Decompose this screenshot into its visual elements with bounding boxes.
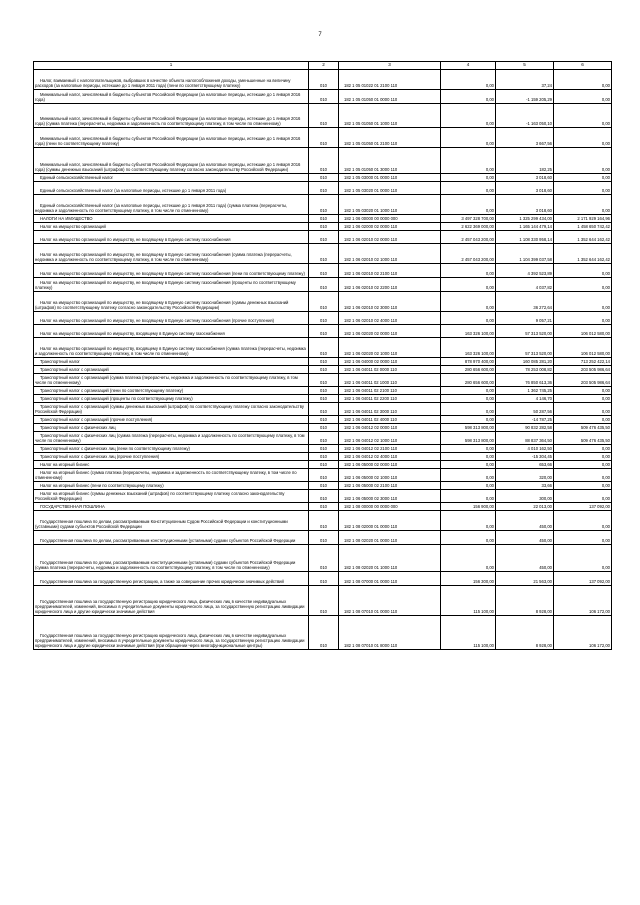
table-row (34, 453, 612, 461)
row-line-code-cell: 010 (309, 531, 339, 545)
row-approved-amount-cell: 280 656 600,00 (441, 374, 496, 387)
row-unexecuted-amount-cell: 0,00 (554, 490, 612, 503)
row-approved-amount-cell: 0,00 (441, 511, 496, 531)
row-approved-amount-cell: 0,00 (441, 195, 496, 215)
row-unexecuted-amount-cell: 1 352 644 162,42 (554, 244, 612, 264)
row-line-code-cell: 010 (309, 616, 339, 650)
row-line-code-cell: 010 (309, 490, 339, 503)
column-header: 6 (554, 62, 612, 70)
row-name-cell: Транспортный налог с организаций (проценты по соответствующему платежу) (34, 395, 309, 403)
table-row (34, 231, 612, 244)
row-executed-amount-cell: 450,00 (496, 511, 554, 531)
row-unexecuted-amount-cell: 106 172,00 (554, 616, 612, 650)
row-budget-code-cell: 182 1 06 04011 02 1000 110 (339, 374, 441, 387)
row-executed-amount-cell: 9 057,21 (496, 312, 554, 325)
row-approved-amount-cell: 156 900,00 (441, 503, 496, 511)
row-executed-amount-cell: 3 018,60 (496, 195, 554, 215)
row-name-cell: Минимальный налог, зачисляемый в бюджеты субъектов Российской Федерации (за налоговые периоды, истекшие до 1 января 2016 года) (суммы денежных взысканий (штрафов) по соответствующему платежу согласно законодательству Российской Федерации) (34, 148, 309, 174)
table-row (34, 278, 612, 292)
row-approved-amount-cell: 163 326 100,00 (441, 338, 496, 358)
row-approved-amount-cell: 0,00 (441, 292, 496, 312)
row-unexecuted-amount-cell: 2 171 929 164,96 (554, 215, 612, 223)
row-unexecuted-amount-cell: 0,00 (554, 461, 612, 469)
table-row (34, 490, 612, 503)
row-approved-amount-cell: 0,00 (441, 148, 496, 174)
row-executed-amount-cell: 76 850 613,36 (496, 374, 554, 387)
table-row (34, 482, 612, 490)
row-unexecuted-amount-cell: 0,00 (554, 445, 612, 453)
table-row (34, 387, 612, 395)
row-unexecuted-amount-cell: 0,00 (554, 403, 612, 416)
table-row (34, 432, 612, 445)
row-line-code-cell: 010 (309, 90, 339, 104)
row-approved-amount-cell: 0,00 (441, 490, 496, 503)
row-executed-amount-cell: -14 787,25 (496, 416, 554, 424)
row-line-code-cell: 010 (309, 104, 339, 128)
row-name-cell: Налог на игорный бизнес (суммы денежных взысканий (штрафов) по соответствующему платежу согласно законодательству Российской Федерации) (34, 490, 309, 503)
table-row (34, 395, 612, 403)
row-budget-code-cell: 182 1 06 05000 02 2100 110 (339, 482, 441, 490)
row-executed-amount-cell: 57 313 520,00 (496, 325, 554, 338)
row-name-cell: Налог на имущество организаций (34, 223, 309, 231)
row-name-cell: ГОСУДАРСТВЕННАЯ ПОШЛИНА (34, 503, 309, 511)
row-unexecuted-amount-cell: 509 476 435,50 (554, 432, 612, 445)
table-row (34, 312, 612, 325)
row-executed-amount-cell: 1 108 330 958,14 (496, 231, 554, 244)
table-row (34, 424, 612, 432)
row-line-code-cell: 010 (309, 292, 339, 312)
row-line-code-cell: 010 (309, 231, 339, 244)
table-row (34, 264, 612, 278)
row-name-cell: Транспортный налог с организаций (прочие поступления) (34, 416, 309, 424)
row-executed-amount-cell: 1 362 745,25 (496, 387, 554, 395)
column-number-header-row (34, 62, 612, 70)
row-executed-amount-cell: 37,24 (496, 70, 554, 90)
table-row (34, 174, 612, 182)
row-unexecuted-amount-cell: 0,00 (554, 90, 612, 104)
table-row (34, 182, 612, 195)
row-budget-code-cell: 182 1 06 00000 00 0000 000 (339, 215, 441, 223)
budget-execution-table (33, 61, 612, 650)
row-unexecuted-amount-cell: 0,00 (554, 182, 612, 195)
row-name-cell: Налог на имущество организаций по имуществу, входящему в Единую систему газоснабжения (сумма платежа (перерасчеты, недоимка и задолженность по соответствующему платежу, в том числе по отмененному) (34, 338, 309, 358)
row-budget-code-cell: 182 1 08 00000 00 0000 000 (339, 503, 441, 511)
row-name-cell: Государственная пошлина за государственную регистрацию, а также за совершение прочих юридически значимых действий (34, 572, 309, 586)
row-unexecuted-amount-cell: 0,00 (554, 174, 612, 182)
row-budget-code-cell: 182 1 05 01050 01 3000 110 (339, 148, 441, 174)
row-approved-amount-cell: 115 100,00 (441, 586, 496, 616)
row-name-cell: Государственная пошлина по делам, рассматриваемым Конституционным Судом Российской Федерации и конституционными (уставными) судами субъектов Российской Федерации (34, 511, 309, 531)
table-row (34, 531, 612, 545)
row-line-code-cell: 010 (309, 395, 339, 403)
row-unexecuted-amount-cell: 106 012 580,00 (554, 325, 612, 338)
row-line-code-cell: 010 (309, 511, 339, 531)
row-line-code-cell: 010 (309, 338, 339, 358)
table-row (34, 292, 612, 312)
row-budget-code-cell: 182 1 06 04011 02 4000 110 (339, 416, 441, 424)
row-budget-code-cell: 182 1 06 04011 02 2100 110 (339, 387, 441, 395)
row-name-cell: Налог на имущество организаций по имуществу, не входящему в Единую систему газоснабжения (суммы денежных взысканий (штрафов) по соответствующему платежу согласно законодательству Российской Федерации) (34, 292, 309, 312)
row-executed-amount-cell: 50 287,56 (496, 403, 554, 416)
row-approved-amount-cell: 0,00 (441, 312, 496, 325)
row-line-code-cell: 010 (309, 453, 339, 461)
row-budget-code-cell: 182 1 05 03020 01 1000 110 (339, 195, 441, 215)
row-executed-amount-cell: 320,00 (496, 469, 554, 482)
row-budget-code-cell: 182 1 06 04012 02 2100 110 (339, 445, 441, 453)
row-budget-code-cell: 182 1 06 04012 02 1000 110 (339, 432, 441, 445)
column-header: 3 (339, 62, 441, 70)
row-approved-amount-cell: 280 656 600,00 (441, 366, 496, 374)
row-unexecuted-amount-cell: 0,00 (554, 148, 612, 174)
column-header: 5 (496, 62, 554, 70)
row-unexecuted-amount-cell: 0,00 (554, 453, 612, 461)
row-line-code-cell: 010 (309, 215, 339, 223)
row-name-cell: Налог на имущество организаций по имуществу, не входящему в Единую систему газоснабжения (прочие поступления) (34, 312, 309, 325)
row-line-code-cell: 010 (309, 195, 339, 215)
row-name-cell: Государственная пошлина по делам, рассматриваемым конституционными (уставными) судами субъектов Российской Федерации (сумма платежа (перерасчеты, недоимка и задолженность по соответствующему платежу, в том числе по отмененному) (34, 545, 309, 572)
row-approved-amount-cell: 2 457 043 200,00 (441, 231, 496, 244)
row-executed-amount-cell: 88 837 364,50 (496, 432, 554, 445)
row-executed-amount-cell: 21 563,00 (496, 572, 554, 586)
row-budget-code-cell: 182 1 05 01050 01 2100 110 (339, 128, 441, 148)
row-line-code-cell: 010 (309, 70, 339, 90)
row-line-code-cell: 010 (309, 366, 339, 374)
row-unexecuted-amount-cell: 106 172,00 (554, 586, 612, 616)
row-unexecuted-amount-cell: 0,00 (554, 264, 612, 278)
row-budget-code-cell: 182 1 08 02020 01 1000 110 (339, 545, 441, 572)
row-line-code-cell: 010 (309, 461, 339, 469)
row-line-code-cell: 010 (309, 503, 339, 511)
row-line-code-cell: 010 (309, 374, 339, 387)
row-name-cell: Налог на имущество организаций по имуществу, входящему в Единую систему газоснабжения (34, 325, 309, 338)
row-budget-code-cell: 182 1 06 02010 02 2200 110 (339, 278, 441, 292)
row-budget-code-cell: 182 1 06 05000 02 3000 110 (339, 490, 441, 503)
table-row (34, 223, 612, 231)
table-row (34, 104, 612, 128)
column-header: 2 (309, 62, 339, 70)
row-name-cell: Единый сельскохозяйственный налог (34, 174, 309, 182)
row-approved-amount-cell: 0,00 (441, 403, 496, 416)
row-executed-amount-cell: 3 018,60 (496, 174, 554, 182)
row-budget-code-cell: 182 1 05 03020 01 0000 110 (339, 182, 441, 195)
row-name-cell: Транспортный налог с организаций (34, 366, 309, 374)
row-executed-amount-cell: 4 010 162,50 (496, 445, 554, 453)
row-budget-code-cell: 182 1 06 05000 02 0000 110 (339, 461, 441, 469)
row-budget-code-cell: 182 1 05 01022 01 2100 110 (339, 70, 441, 90)
row-approved-amount-cell: 0,00 (441, 445, 496, 453)
row-executed-amount-cell: 653,66 (496, 461, 554, 469)
row-name-cell: Транспортный налог с организаций (сумма платежа (перерасчеты, недоимка и задолженность по соответствующему платежу, в том числе по отмененному) (34, 374, 309, 387)
row-approved-amount-cell: 0,00 (441, 416, 496, 424)
row-executed-amount-cell: 4 146,70 (496, 395, 554, 403)
row-executed-amount-cell: 3 018,60 (496, 182, 554, 195)
column-header: 4 (441, 62, 496, 70)
row-line-code-cell: 010 (309, 586, 339, 616)
row-executed-amount-cell: 8 928,00 (496, 586, 554, 616)
row-budget-code-cell: 182 1 06 02020 02 0000 110 (339, 325, 441, 338)
table-row (34, 70, 612, 90)
row-budget-code-cell: 182 1 06 02010 02 3000 110 (339, 292, 441, 312)
column-header: 1 (34, 62, 309, 70)
row-executed-amount-cell: 450,00 (496, 545, 554, 572)
row-approved-amount-cell: 0,00 (441, 461, 496, 469)
row-line-code-cell: 010 (309, 416, 339, 424)
row-unexecuted-amount-cell: 137 092,00 (554, 503, 612, 511)
table-row (34, 461, 612, 469)
row-budget-code-cell: 182 1 06 02020 02 1000 110 (339, 338, 441, 358)
row-line-code-cell: 010 (309, 403, 339, 416)
row-unexecuted-amount-cell: 0,00 (554, 104, 612, 128)
row-line-code-cell: 010 (309, 358, 339, 366)
row-name-cell: Государственная пошлина за государственную регистрацию юридического лица, физических лиц в качестве индивидуальных предпринимателей, изменений, вносимых в учредительные документы юридического лица, за государственную регистрацию ликвидации юридического лица и другие юридически значимые действия (34, 586, 309, 616)
table-row (34, 545, 612, 572)
row-name-cell: Налог на игорный бизнес (34, 461, 309, 469)
row-executed-amount-cell: 3 667,56 (496, 128, 554, 148)
row-name-cell: Налог на имущество организаций по имуществу, не входящему в Единую систему газоснабжения (34, 231, 309, 244)
row-approved-amount-cell: 0,00 (441, 395, 496, 403)
table-row (34, 366, 612, 374)
row-name-cell: Транспортный налог с физических лиц (прочие поступления) (34, 453, 309, 461)
row-name-cell: Государственная пошлина за государственную регистрацию юридического лица, физических лиц в качестве индивидуальных предпринимателей, изменений, вносимых в учредительные документы юридического лица, за государственную регистрацию ликвидации юридического лица и другие юридически значимые действия (при обращении через многофункциональные центры) (34, 616, 309, 650)
row-approved-amount-cell: 598 313 800,00 (441, 424, 496, 432)
row-line-code-cell: 010 (309, 174, 339, 182)
row-line-code-cell: 010 (309, 128, 339, 148)
row-executed-amount-cell: 36 272,64 (496, 292, 554, 312)
row-unexecuted-amount-cell: 203 505 986,64 (554, 374, 612, 387)
row-unexecuted-amount-cell: 0,00 (554, 278, 612, 292)
row-line-code-cell: 010 (309, 545, 339, 572)
table-row (34, 244, 612, 264)
row-approved-amount-cell: 0,00 (441, 545, 496, 572)
table-row (34, 469, 612, 482)
row-name-cell: Налог на имущество организаций по имуществу, не входящему в Единую систему газоснабжения (пени по соответствующему платежу) (34, 264, 309, 278)
row-budget-code-cell: 182 1 05 01050 01 0000 110 (339, 90, 441, 104)
table-row (34, 616, 612, 650)
row-executed-amount-cell: -15 304,45 (496, 453, 554, 461)
row-executed-amount-cell: 4 037,82 (496, 278, 554, 292)
table-row (34, 511, 612, 531)
row-name-cell: Налог на игорный бизнес (сумма платежа (перерасчеты, недоимка и задолженность по соответствующему платежу, в том числе по отмененному) (34, 469, 309, 482)
row-unexecuted-amount-cell: 1 352 644 162,42 (554, 231, 612, 244)
row-name-cell: Транспортный налог с физических лиц (пени по соответствующему платежу) (34, 445, 309, 453)
row-name-cell: Транспортный налог с организаций (пени по соответствующему платежу) (34, 387, 309, 395)
row-name-cell: Транспортный налог с физических лиц (34, 424, 309, 432)
row-name-cell: Налог на игорный бизнес (пени по соответствующему платежу) (34, 482, 309, 490)
table-row (34, 374, 612, 387)
row-unexecuted-amount-cell: 203 505 986,64 (554, 366, 612, 374)
row-executed-amount-cell: -1 163 050,10 (496, 104, 554, 128)
row-budget-code-cell: 182 1 08 07000 01 0000 110 (339, 572, 441, 586)
table-row (34, 416, 612, 424)
row-line-code-cell: 010 (309, 387, 339, 395)
row-approved-amount-cell: 3 497 328 700,00 (441, 215, 496, 223)
table-row (34, 148, 612, 174)
row-approved-amount-cell: 2 457 043 200,00 (441, 244, 496, 264)
row-line-code-cell: 010 (309, 325, 339, 338)
row-approved-amount-cell: 598 313 800,00 (441, 432, 496, 445)
row-line-code-cell: 010 (309, 148, 339, 174)
row-budget-code-cell: 182 1 06 04011 02 0000 110 (339, 366, 441, 374)
table-row (34, 215, 612, 223)
row-approved-amount-cell: 156 300,00 (441, 572, 496, 586)
row-approved-amount-cell: 0,00 (441, 278, 496, 292)
table-row (34, 128, 612, 148)
row-line-code-cell: 010 (309, 469, 339, 482)
row-name-cell: Транспортный налог с физических лиц (сумма платежа (перерасчеты, недоимка и задолженность по соответствующему платежу, в том числе по отмененному) (34, 432, 309, 445)
row-executed-amount-cell: 22 013,00 (496, 503, 554, 511)
row-line-code-cell: 010 (309, 312, 339, 325)
row-unexecuted-amount-cell: 0,00 (554, 511, 612, 531)
row-line-code-cell: 010 (309, 244, 339, 264)
row-name-cell: Транспортный налог (34, 358, 309, 366)
row-unexecuted-amount-cell: 0,00 (554, 545, 612, 572)
row-budget-code-cell: 182 1 05 03000 01 0000 110 (339, 174, 441, 182)
row-approved-amount-cell: 0,00 (441, 453, 496, 461)
row-approved-amount-cell: 0,00 (441, 469, 496, 482)
row-name-cell: Налог, взимаемый с налогоплательщиков, выбравших в качестве объекта налогообложения доходы, уменьшенные на величину расходов (за налоговые периоды, истекшие до 1 января 2011 года) (пени по соответствующему платежу) (34, 70, 309, 90)
row-line-code-cell: 010 (309, 223, 339, 231)
row-approved-amount-cell: 0,00 (441, 128, 496, 148)
table-row (34, 325, 612, 338)
row-executed-amount-cell: 8 928,00 (496, 616, 554, 650)
row-executed-amount-cell: 78 253 008,82 (496, 366, 554, 374)
row-unexecuted-amount-cell: 0,00 (554, 195, 612, 215)
row-line-code-cell: 010 (309, 424, 339, 432)
row-name-cell: Транспортный налог с организаций (суммы денежных взысканий (штрафов) по соответствующему платежу согласно законодательству Российской Федерации) (34, 403, 309, 416)
row-budget-code-cell: 182 1 08 02020 01 0000 110 (339, 531, 441, 545)
row-unexecuted-amount-cell: 0,00 (554, 469, 612, 482)
row-budget-code-cell: 182 1 06 02000 02 0000 110 (339, 223, 441, 231)
table-row (34, 445, 612, 453)
row-name-cell: Единый сельскохозяйственный налог (за налоговые периоды, истекшие до 1 января 2011 года) (34, 182, 309, 195)
row-approved-amount-cell: 0,00 (441, 387, 496, 395)
row-budget-code-cell: 182 1 08 02000 01 0000 110 (339, 511, 441, 531)
row-line-code-cell: 010 (309, 264, 339, 278)
row-budget-code-cell: 182 1 05 01050 01 1000 110 (339, 104, 441, 128)
row-executed-amount-cell: 182,25 (496, 148, 554, 174)
row-executed-amount-cell: 160 085 281,20 (496, 358, 554, 366)
row-name-cell: Налог на имущество организаций по имуществу, не входящему в Единую систему газоснабжения (проценты по соответствующему платежу) (34, 278, 309, 292)
table-row (34, 586, 612, 616)
row-approved-amount-cell: 2 622 369 000,00 (441, 223, 496, 231)
row-unexecuted-amount-cell: 0,00 (554, 531, 612, 545)
row-budget-code-cell: 182 1 08 07010 01 8000 110 (339, 616, 441, 650)
row-budget-code-cell: 182 1 06 02010 02 2100 110 (339, 264, 441, 278)
row-executed-amount-cell: 1 165 144 479,14 (496, 223, 554, 231)
row-approved-amount-cell: 0,00 (441, 174, 496, 182)
table-row (34, 358, 612, 366)
row-executed-amount-cell: 1 104 399 037,58 (496, 244, 554, 264)
row-line-code-cell: 010 (309, 432, 339, 445)
row-budget-code-cell: 182 1 06 02010 02 1000 110 (339, 244, 441, 264)
row-unexecuted-amount-cell: 1 458 650 742,42 (554, 223, 612, 231)
row-approved-amount-cell: 0,00 (441, 182, 496, 195)
row-unexecuted-amount-cell: 0,00 (554, 482, 612, 490)
row-executed-amount-cell: 90 832 282,58 (496, 424, 554, 432)
row-unexecuted-amount-cell: 713 252 422,14 (554, 358, 612, 366)
row-unexecuted-amount-cell: 137 092,00 (554, 572, 612, 586)
row-approved-amount-cell: 0,00 (441, 482, 496, 490)
row-unexecuted-amount-cell: 0,00 (554, 416, 612, 424)
row-name-cell: Единый сельскохозяйственный налог (за налоговые периоды, истекшие до 1 января 2011 года) (сумма платежа (перерасчеты, недоимка и задолженность по соответствующему платежу, в том числе по отмененному) (34, 195, 309, 215)
row-budget-code-cell: 182 1 06 04011 02 3000 110 (339, 403, 441, 416)
row-budget-code-cell: 182 1 08 07010 01 0000 110 (339, 586, 441, 616)
row-name-cell: Налог на имущество организаций по имуществу, не входящему в Единую систему газоснабжения (сумма платежа (перерасчеты, недоимка и задолженность по соответствующему платежу, в том числе по отмененному) (34, 244, 309, 264)
table-row (34, 503, 612, 511)
row-executed-amount-cell: 1 325 299 434,00 (496, 215, 554, 223)
table-row (34, 403, 612, 416)
row-line-code-cell: 010 (309, 182, 339, 195)
row-approved-amount-cell: 115 100,00 (441, 616, 496, 650)
row-name-cell: Государственная пошлина по делам, рассматриваемым конституционными (уставными) судами субъектов Российской Федерации (34, 531, 309, 545)
row-approved-amount-cell: 163 326 100,00 (441, 325, 496, 338)
row-unexecuted-amount-cell: 0,00 (554, 292, 612, 312)
row-approved-amount-cell: 878 970 400,00 (441, 358, 496, 366)
row-unexecuted-amount-cell: 509 476 435,50 (554, 424, 612, 432)
page-number: 7 (318, 32, 322, 38)
row-name-cell: Минимальный налог, зачисляемый в бюджеты субъектов Российской Федерации (за налоговые периоды, истекшие до 1 января 2016 года) (сумма платежа (перерасчеты, недоимка и задолженность по соответствующему платежу, в том числе по отмененному) (34, 104, 309, 128)
row-unexecuted-amount-cell: 0,00 (554, 70, 612, 90)
row-unexecuted-amount-cell: 0,00 (554, 387, 612, 395)
row-budget-code-cell: 182 1 06 04012 02 4000 110 (339, 453, 441, 461)
row-budget-code-cell: 182 1 06 02010 02 0000 110 (339, 231, 441, 244)
row-executed-amount-cell: -1 159 205,29 (496, 90, 554, 104)
table-row (34, 90, 612, 104)
row-name-cell: НАЛОГИ НА ИМУЩЕСТВО (34, 215, 309, 223)
row-name-cell: Минимальный налог, зачисляемый в бюджеты субъектов Российской Федерации (за налоговые периоды, истекшие до 1 января 2016 года) (34, 90, 309, 104)
row-approved-amount-cell: 0,00 (441, 264, 496, 278)
row-budget-code-cell: 182 1 06 04012 02 0000 110 (339, 424, 441, 432)
row-unexecuted-amount-cell: 0,00 (554, 128, 612, 148)
row-line-code-cell: 010 (309, 482, 339, 490)
row-name-cell: Минимальный налог, зачисляемый в бюджеты субъектов Российской Федерации (за налоговые периоды, истекшие до 1 января 2016 года) (пени по соответствующему платежу) (34, 128, 309, 148)
row-executed-amount-cell: 450,00 (496, 531, 554, 545)
row-line-code-cell: 010 (309, 278, 339, 292)
table-row (34, 195, 612, 215)
row-unexecuted-amount-cell: 0,00 (554, 312, 612, 325)
row-approved-amount-cell: 0,00 (441, 104, 496, 128)
row-budget-code-cell: 182 1 06 02010 02 4000 110 (339, 312, 441, 325)
row-approved-amount-cell: 0,00 (441, 531, 496, 545)
row-executed-amount-cell: 300,00 (496, 490, 554, 503)
row-executed-amount-cell: 4 392 523,89 (496, 264, 554, 278)
row-line-code-cell: 010 (309, 572, 339, 586)
row-executed-amount-cell: 57 313 520,00 (496, 338, 554, 358)
table-row (34, 338, 612, 358)
row-budget-code-cell: 182 1 06 04000 02 0000 110 (339, 358, 441, 366)
table-row (34, 572, 612, 586)
row-line-code-cell: 010 (309, 445, 339, 453)
row-executed-amount-cell: 33,66 (496, 482, 554, 490)
row-unexecuted-amount-cell: 0,00 (554, 395, 612, 403)
row-budget-code-cell: 182 1 06 04011 02 2200 110 (339, 395, 441, 403)
row-budget-code-cell: 182 1 06 05000 02 1000 110 (339, 469, 441, 482)
row-unexecuted-amount-cell: 106 012 580,00 (554, 338, 612, 358)
row-approved-amount-cell: 0,00 (441, 70, 496, 90)
row-approved-amount-cell: 0,00 (441, 90, 496, 104)
